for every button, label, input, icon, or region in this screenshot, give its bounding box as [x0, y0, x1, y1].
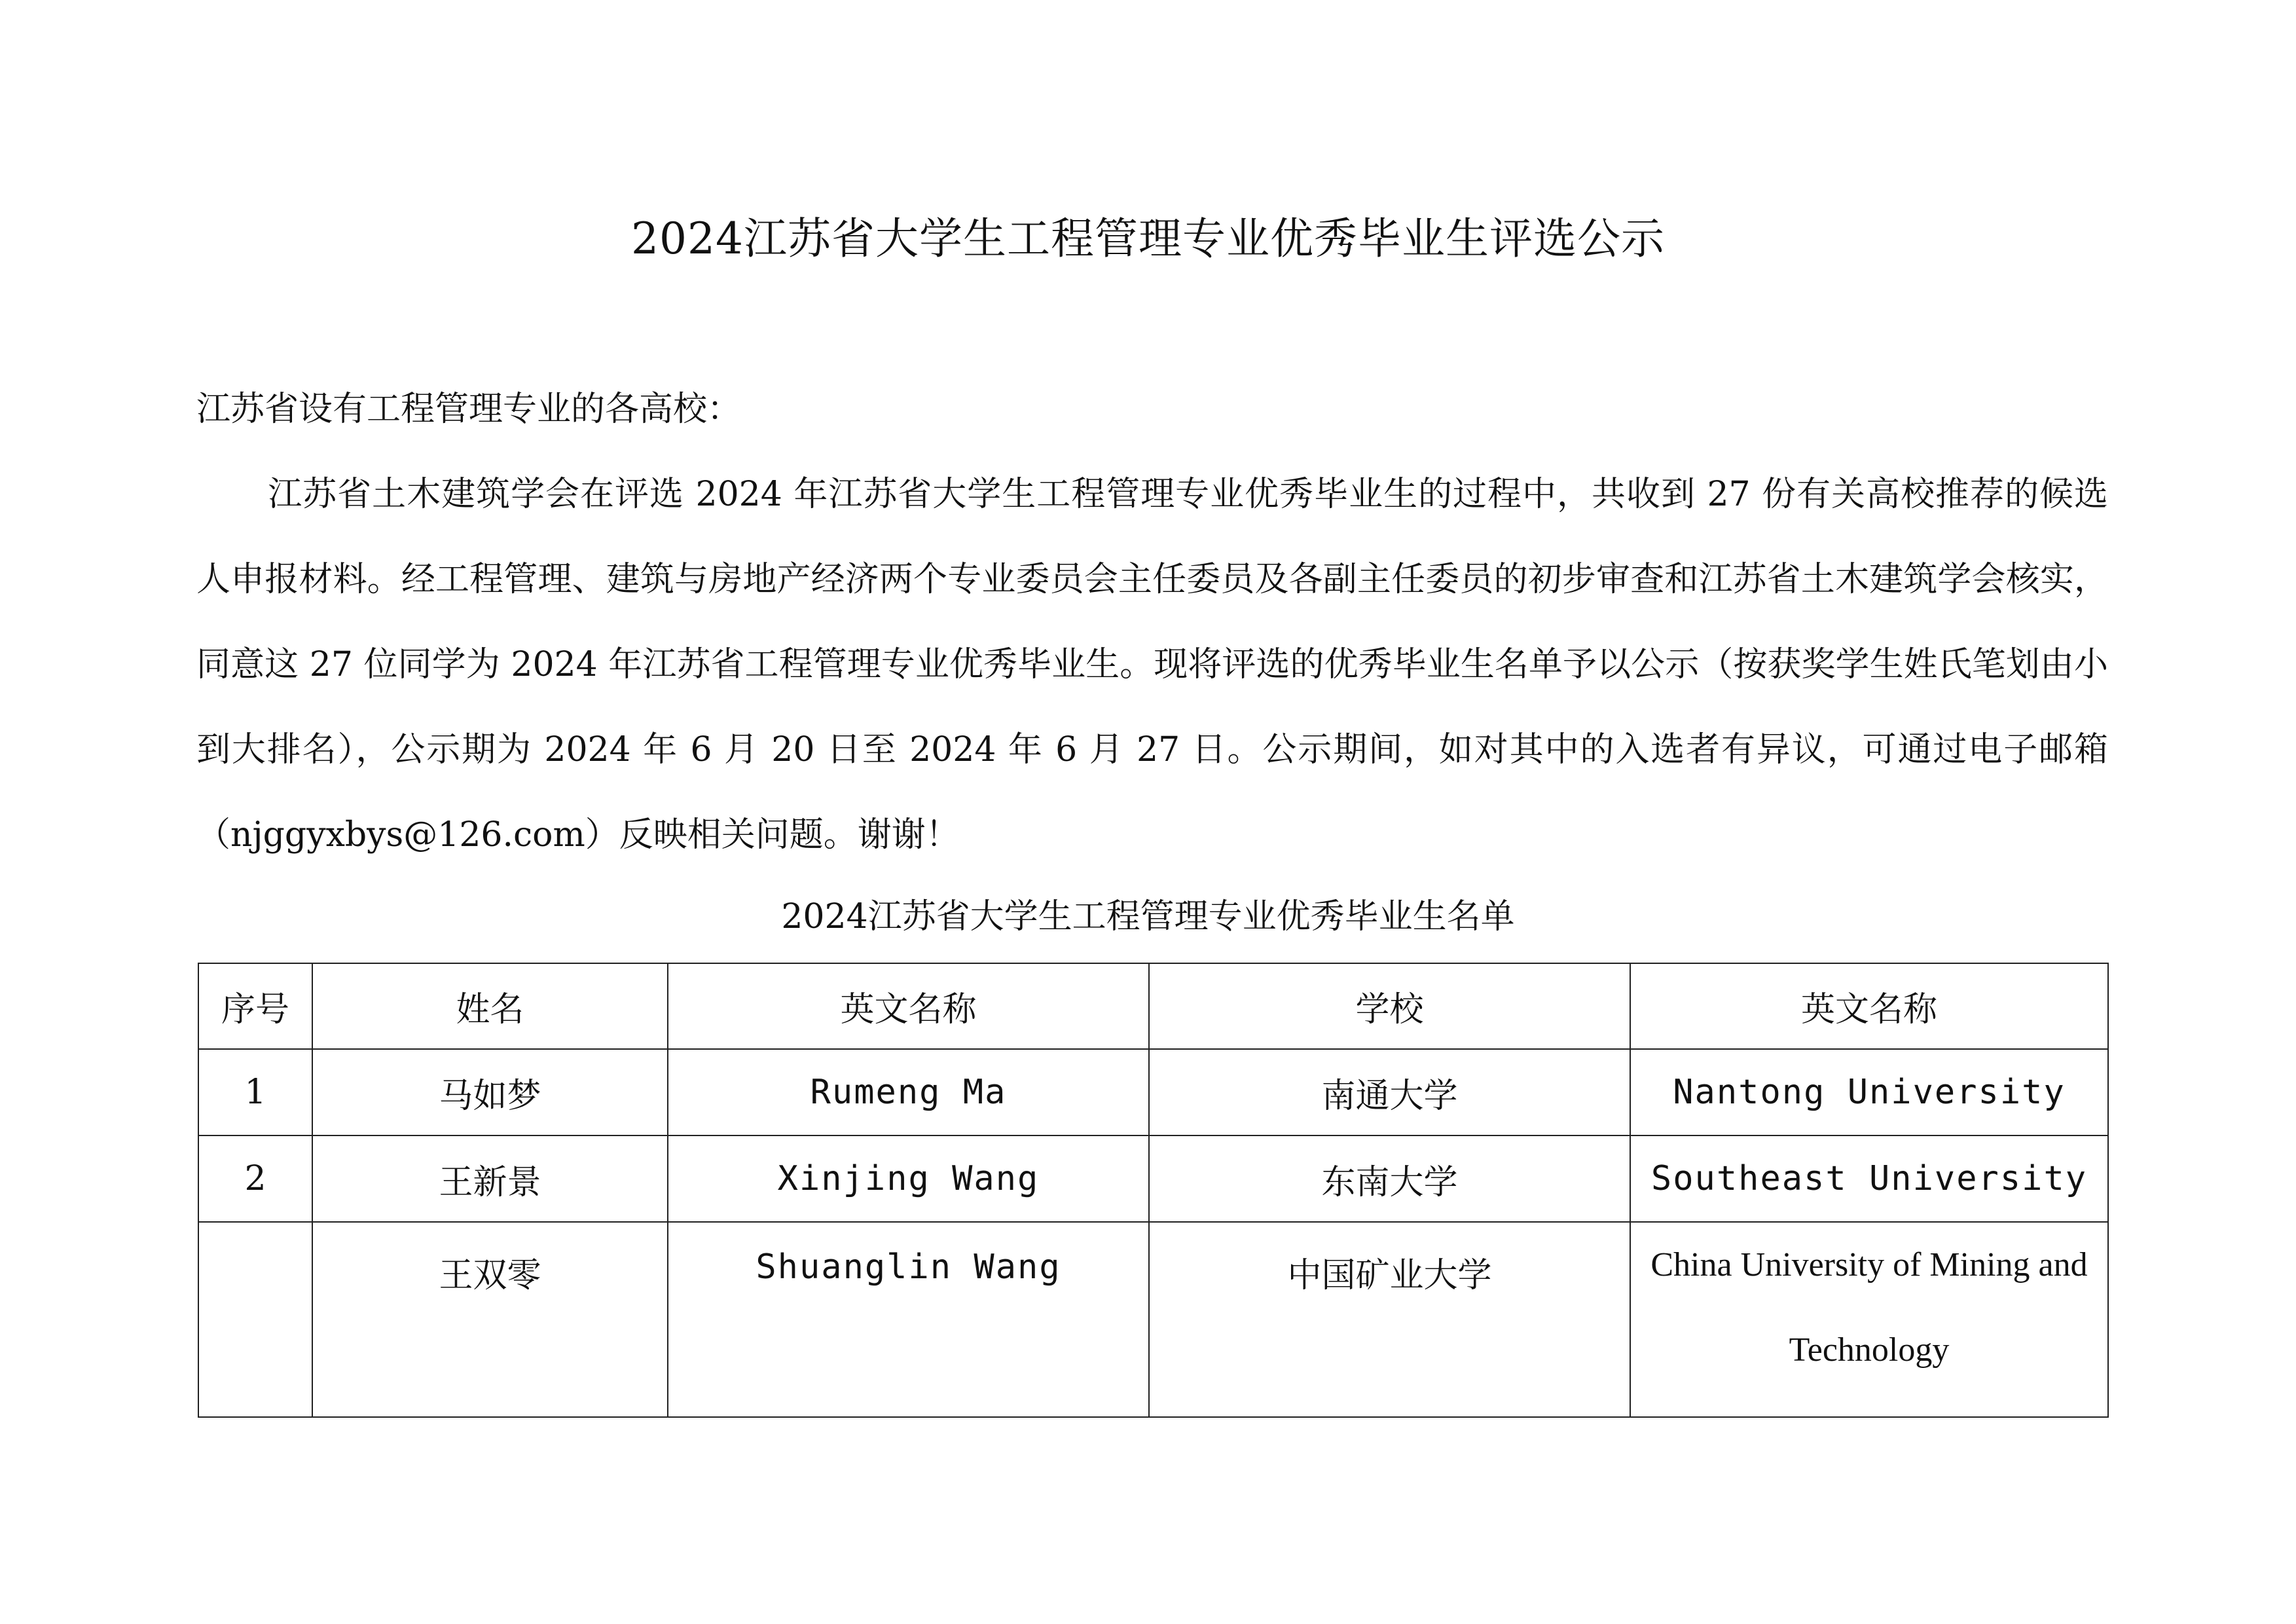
header-school-english: 英文名称 [1630, 963, 2108, 1049]
table-header-row [198, 963, 2108, 1049]
cell-name: 王双零 [312, 1222, 668, 1417]
cell-english-name: Shuanglin Wang [668, 1222, 1149, 1417]
cell-school-english: China University of Mining and Technology [1630, 1222, 2108, 1417]
cell-index [198, 1222, 312, 1417]
cell-index: 1 [198, 1049, 312, 1135]
cell-index: 2 [198, 1135, 312, 1222]
table-row [198, 1049, 2108, 1135]
table-row [198, 1222, 2108, 1417]
salutation: 江苏省设有工程管理专业的各高校： [196, 390, 742, 429]
table-row [198, 1135, 2108, 1222]
cell-school: 中国矿业大学 [1149, 1222, 1630, 1417]
document-title: 2024江苏省大学生工程管理专业优秀毕业生评选公示 [631, 213, 1665, 264]
table-title: 2024江苏省大学生工程管理专业优秀毕业生名单 [781, 897, 1515, 936]
announcement-paragraph: 江苏省土木建筑学会在评选 2024 年江苏省大学生工程管理专业优秀毕业生的过程中，共收到 27 份有关高校推荐的候选人申报材料。经工程管理、建筑与房地产经济两个专业委员会主任委员及各副主任委员的初步审查和江苏省土木建筑学会核实，同意这 27 位同学为 2024 年江苏省工程管理专业优秀毕业生。现将评选的优秀毕业生名单予以公示（按获奖学生姓氏笔划由小到大排名），公示期为 2024 年 6 月 20 日至 2024 年 6 月 27 日。公示期间，如对其中的入选者有异议，可通过电子邮箱（njggyxbys@126.com）反映相关问题。谢谢！ [196, 475, 2108, 855]
cell-school-english: Southeast University [1630, 1135, 2108, 1222]
cell-name: 王新景 [312, 1135, 668, 1222]
header-index: 序号 [198, 963, 312, 1049]
cell-school: 南通大学 [1149, 1049, 1630, 1135]
cell-school-english: Nantong University [1630, 1049, 2108, 1135]
header-english-name: 英文名称 [668, 963, 1149, 1049]
cell-name: 马如梦 [312, 1049, 668, 1135]
cell-english-name: Xinjing Wang [668, 1135, 1149, 1222]
cell-school: 东南大学 [1149, 1135, 1630, 1222]
graduates-table [198, 963, 2109, 1418]
header-name: 姓名 [312, 963, 668, 1049]
cell-english-name: Rumeng Ma [668, 1049, 1149, 1135]
header-school: 学校 [1149, 963, 1630, 1049]
